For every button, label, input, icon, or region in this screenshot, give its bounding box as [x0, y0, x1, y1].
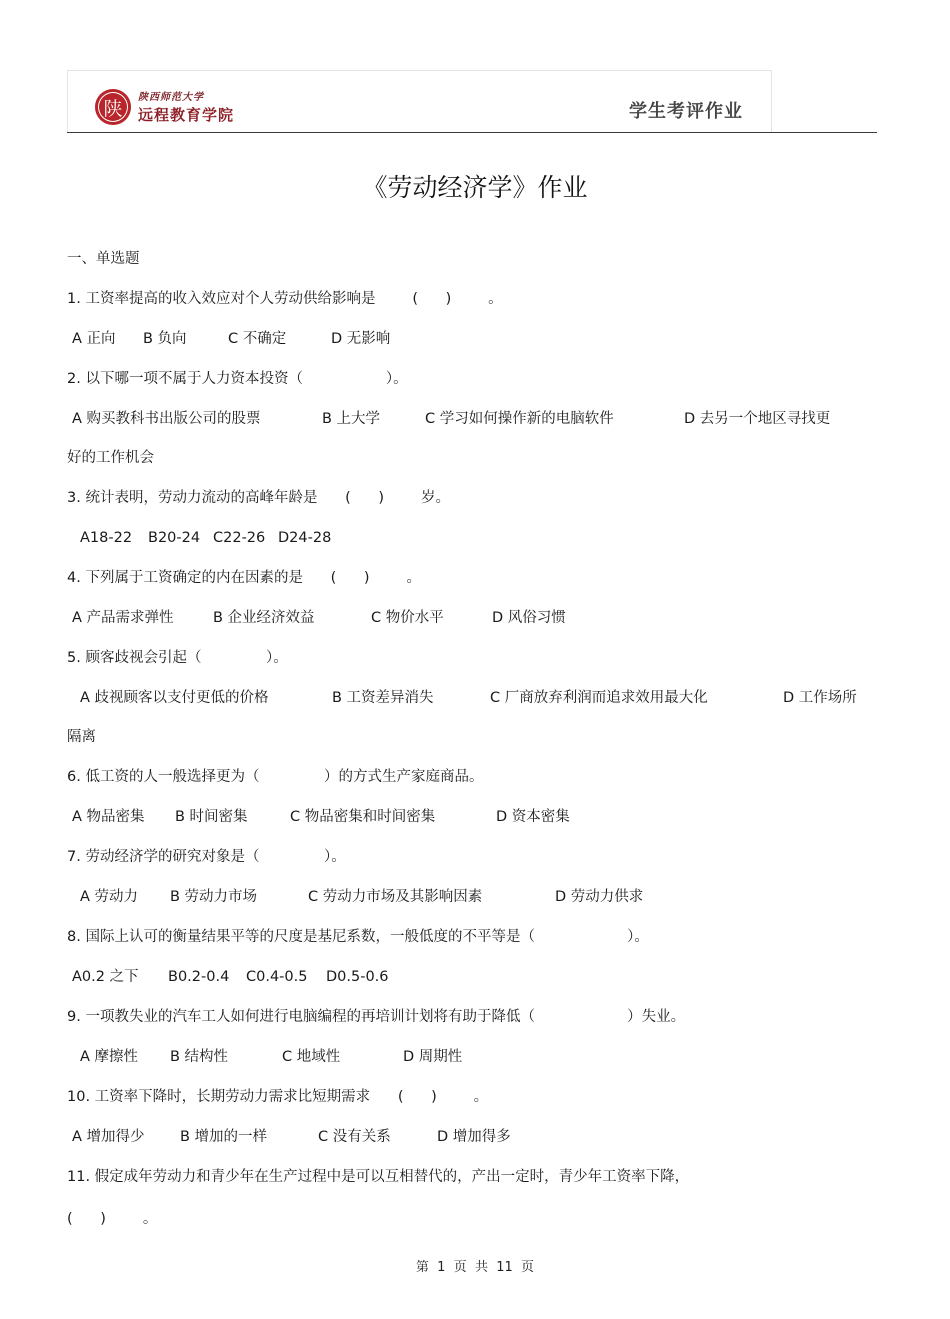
option-d: D 风俗习惯: [492, 610, 566, 626]
option-b: B 工资差异消失: [332, 690, 434, 706]
option-d: D0.5-0.6: [326, 969, 389, 985]
option-d: D 工作场所: [783, 690, 857, 706]
option-c: C0.4-0.5: [246, 969, 308, 985]
option-a: A 产品需求弹性: [72, 610, 174, 626]
option-c: C 没有关系: [318, 1129, 391, 1145]
option-c: C 地域性: [282, 1049, 341, 1065]
question-stem: 4. 下列属于工资确定的内在因素的是 ( ) 。: [67, 570, 421, 586]
option-d: D24-28: [278, 530, 332, 546]
option-b: B 负向: [143, 331, 187, 347]
option-a: A 物品密集: [72, 809, 145, 825]
option-d: D 周期性: [403, 1049, 463, 1065]
option-a: A 购买教科书出版公司的股票: [72, 411, 261, 427]
header-label: 学生考评作业: [629, 101, 743, 122]
question-stem: 2. 以下哪一项不属于人力资本投资（ ）。: [67, 371, 408, 387]
option-d: D 资本密集: [496, 809, 570, 825]
section-heading: 一、单选题: [67, 251, 140, 267]
option-b: B 上大学: [322, 411, 381, 427]
option-b: B 企业经济效益: [213, 610, 315, 626]
option-b: B 劳动力市场: [170, 889, 258, 905]
option-a: A 增加得少: [72, 1129, 145, 1145]
college-name: 远程教育学院: [138, 106, 235, 124]
question-stem: 11. 假定成年劳动力和青少年在生产过程中是可以互相替代的，产出一定时，青少年工资率下降，: [67, 1169, 690, 1185]
option-continuation: 好的工作机会: [67, 450, 154, 466]
option-a: A 歧视顾客以支付更低的价格: [80, 690, 269, 706]
option-b: B 结构性: [170, 1049, 229, 1065]
option-b: B0.2-0.4: [168, 969, 230, 985]
option-c: C 物品密集和时间密集: [290, 809, 436, 825]
question-stem: 9. 一项教失业的汽车工人如何进行电脑编程的再培训计划将有助于降低（ ）失业。: [67, 1009, 686, 1025]
header-divider: [67, 132, 877, 133]
option-d: D 增加得多: [437, 1129, 511, 1145]
option-b: B 时间密集: [175, 809, 248, 825]
question-stem: 7. 劳动经济学的研究对象是（ ）。: [67, 849, 346, 865]
document-title: 《劳动经济学》作业: [362, 173, 588, 202]
question-stem: 8. 国际上认可的衡量结果平等的尺度是基尼系数，一般低度的不平等是（ ）。: [67, 929, 649, 945]
page-footer: 第 1 页 共 11 页: [415, 1260, 535, 1275]
header-banner: [67, 70, 772, 133]
option-c: C 不确定: [228, 331, 287, 347]
option-a: A 正向: [72, 331, 116, 347]
question-stem: 5. 顾客歧视会引起（ ）。: [67, 650, 288, 666]
option-a: A 摩擦性: [80, 1049, 139, 1065]
option-a: A18-22: [80, 530, 133, 546]
university-seal-logo: 陕: [95, 89, 131, 125]
question-stem: 10. 工资率下降时，长期劳动力需求比短期需求 ( ) 。: [67, 1089, 489, 1105]
option-c: C 厂商放弃利润而追求效用最大化: [490, 690, 708, 706]
option-c: C 学习如何操作新的电脑软件: [425, 411, 614, 427]
option-d: D 劳动力供求: [555, 889, 644, 905]
option-c: C 劳动力市场及其影响因素: [308, 889, 483, 905]
question-stem: 6. 低工资的人一般选择更为（ ）的方式生产家庭商品。: [67, 769, 484, 785]
option-d: D 去另一个地区寻找更: [684, 411, 831, 427]
question-stem: 1. 工资率提高的收入效应对个人劳动供给影响是 ( ) 。: [67, 291, 503, 307]
option-b: B 增加的一样: [180, 1129, 268, 1145]
question-stem: 3. 统计表明，劳动力流动的高峰年龄是 ( ) 岁。: [67, 490, 450, 506]
option-continuation: 隔离: [67, 729, 96, 745]
university-name: 陕西师范大学: [138, 92, 204, 103]
option-d: D 无影响: [331, 331, 391, 347]
option-a: A0.2 之下: [72, 969, 139, 985]
option-b: B20-24: [148, 530, 201, 546]
option-a: A 劳动力: [80, 889, 139, 905]
option-c: C22-26: [213, 530, 266, 546]
option-c: C 物价水平: [371, 610, 444, 626]
question-continuation: ( ) 。: [67, 1211, 158, 1227]
